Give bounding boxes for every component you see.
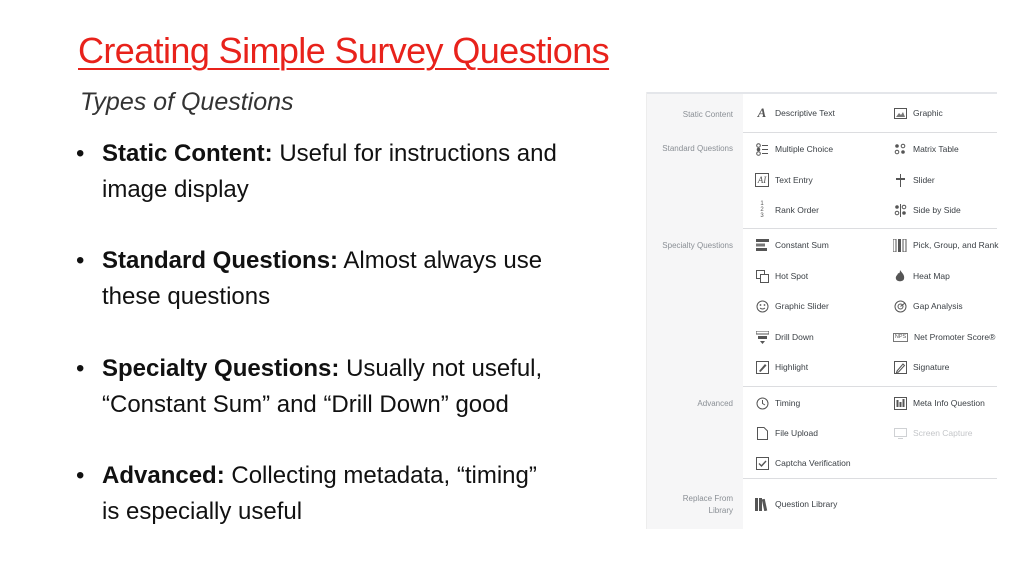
slide-subtitle: Types of Questions (80, 88, 294, 116)
nps-icon: NPS (894, 334, 907, 340)
meta-info-icon (893, 396, 907, 410)
multiple-choice-icon (755, 142, 769, 156)
bullet-term: Specialty Questions: (102, 355, 340, 382)
signature-icon (893, 360, 907, 374)
item-question-library[interactable]: Question Library (755, 495, 837, 513)
category-advanced: Advanced (647, 386, 743, 478)
item-gap-analysis[interactable]: Gap Analysis (893, 297, 963, 315)
screen-capture-icon (893, 426, 907, 440)
slider-icon (893, 173, 907, 187)
image-icon (893, 106, 907, 120)
item-constant-sum[interactable]: Constant Sum (755, 236, 829, 254)
slide-title: Creating Simple Survey Questions (78, 30, 610, 71)
highlighter-icon (755, 360, 769, 374)
bullet-description: Almost always use (343, 247, 543, 274)
item-matrix-table[interactable]: Matrix Table (893, 140, 959, 158)
captcha-icon (755, 456, 769, 470)
graphic-slider-icon (755, 299, 769, 313)
item-heat-map[interactable]: Heat Map (893, 267, 950, 285)
item-highlight[interactable]: Highlight (755, 358, 808, 376)
category-static-content: Static Content (647, 94, 743, 132)
item-meta-info-question[interactable]: Meta Info Question (893, 394, 985, 412)
bullet-static-content (76, 136, 626, 208)
item-rank-order[interactable]: 1 2 3 Rank Order (755, 201, 819, 219)
bullet-term: Standard Questions: (102, 247, 339, 274)
category-standard-questions: Standard Questions (647, 132, 743, 228)
item-pick-group-rank[interactable]: Pick, Group, and Rank (893, 236, 999, 254)
side-by-side-icon (893, 203, 907, 217)
item-hot-spot[interactable]: Hot Spot (755, 267, 808, 285)
flame-icon (893, 269, 907, 283)
category-replace-from-library: Replace From Library (647, 478, 743, 529)
item-drill-down[interactable]: Drill Down (755, 328, 814, 346)
category-divider (743, 478, 997, 479)
bullet-description-cont: is especially useful (102, 498, 303, 525)
item-signature[interactable]: Signature (893, 358, 949, 376)
bullet-term: Advanced: (102, 462, 225, 489)
bullet-standard-questions (76, 243, 626, 315)
file-icon (755, 426, 769, 440)
library-books-icon (755, 497, 769, 511)
bullet-description-cont: image display (102, 176, 249, 203)
bullet-term: Static Content: (102, 140, 273, 167)
text-a-icon: A (757, 105, 767, 120)
item-text-entry[interactable]: AI Text Entry (755, 171, 813, 189)
question-types-panel (646, 92, 997, 529)
bullet-description: Useful for instructions and (279, 140, 557, 167)
hot-spot-icon (755, 269, 769, 283)
bullet-specialty-questions (76, 351, 626, 423)
item-side-by-side[interactable]: Side by Side (893, 201, 961, 219)
item-file-upload[interactable]: File Upload (755, 424, 818, 442)
gap-analysis-icon (893, 299, 907, 313)
item-graphic[interactable]: Graphic (893, 104, 943, 122)
item-screen-capture: Screen Capture (893, 424, 973, 442)
rank-order-icon: 1 2 3 (760, 201, 764, 219)
pick-group-rank-icon (893, 238, 907, 252)
bullet-description: Collecting metadata, “timing” (231, 462, 537, 489)
bullet-dot: • (76, 355, 85, 382)
clock-icon (755, 396, 769, 410)
category-divider (743, 228, 997, 229)
item-captcha-verification[interactable]: Captcha Verification (755, 454, 851, 472)
bullet-dot: • (76, 462, 85, 489)
item-multiple-choice[interactable]: Multiple Choice (755, 140, 833, 158)
bullet-advanced (76, 458, 626, 530)
item-graphic-slider[interactable]: Graphic Slider (755, 297, 829, 315)
item-descriptive-text[interactable]: A Descriptive Text (755, 104, 835, 122)
item-timing[interactable]: Timing (755, 394, 800, 412)
category-specialty-questions: Specialty Questions (647, 228, 743, 386)
bullet-dot: • (76, 247, 85, 274)
category-divider (743, 386, 997, 387)
category-divider (743, 132, 997, 133)
item-slider[interactable]: Slider (893, 171, 935, 189)
bullet-dot: • (76, 140, 85, 167)
matrix-icon (893, 142, 907, 156)
item-net-promoter-score[interactable]: NPS Net Promoter Score® (894, 332, 996, 342)
constant-sum-icon (755, 238, 769, 252)
text-entry-icon: AI (755, 173, 769, 187)
bullet-description-cont: “Constant Sum” and “Drill Down” good (102, 391, 509, 418)
drill-down-icon (755, 330, 769, 344)
bullet-description-cont: these questions (102, 283, 271, 310)
bullet-description: Usually not useful, (346, 355, 543, 382)
